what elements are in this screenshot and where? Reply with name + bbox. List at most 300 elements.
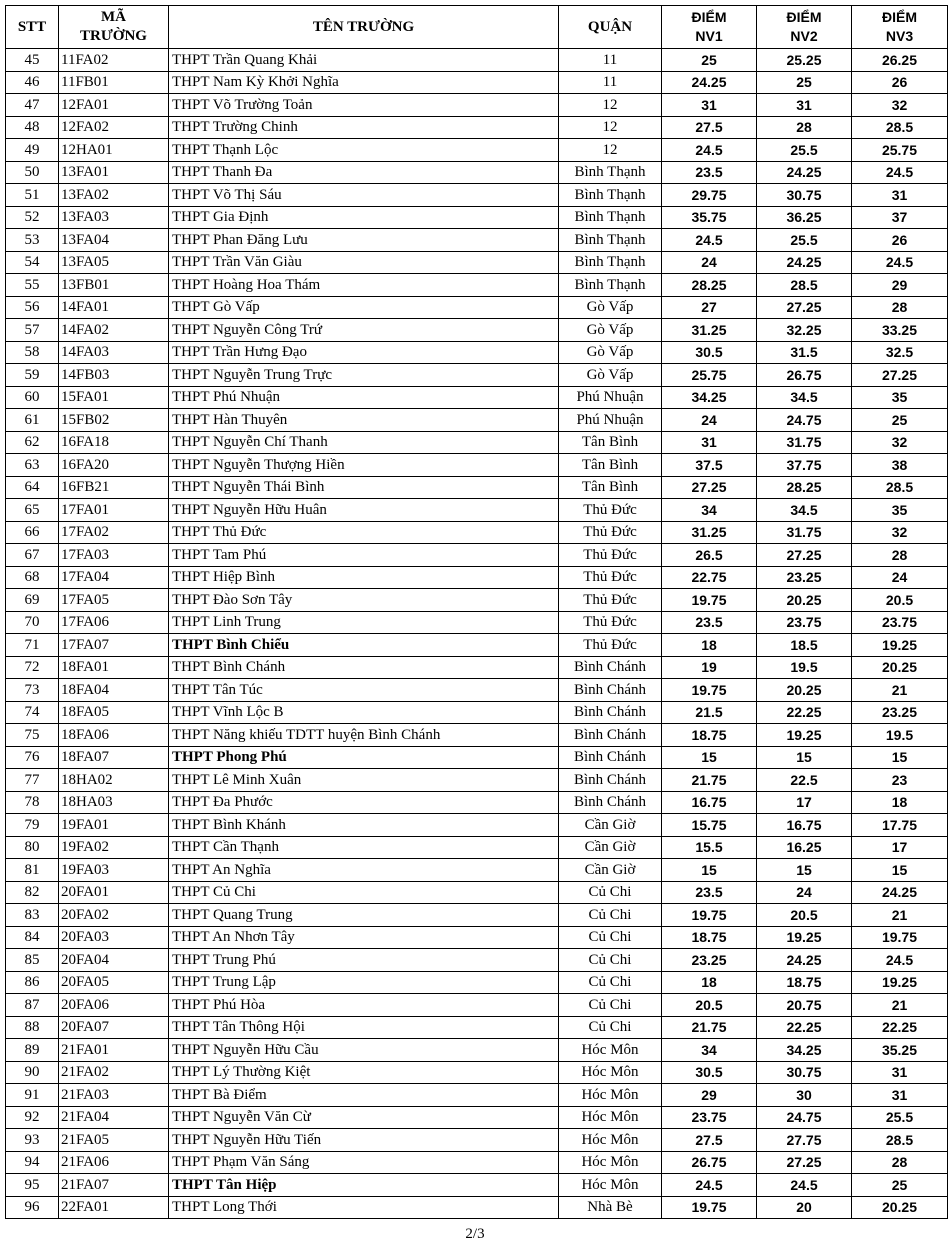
table-row [6,881,948,904]
cell-diem-nv2: 24.25 [757,251,852,274]
cell-diem-nv3: 28 [852,1151,948,1174]
cell-ma-truong: 13FA03 [59,206,169,229]
table-row [6,566,948,589]
cell-stt: 61 [6,409,59,432]
cell-diem-nv2: 24.75 [757,409,852,432]
cell-stt: 63 [6,454,59,477]
cell-ma-truong: 21FA06 [59,1151,169,1174]
cell-diem-nv2: 22.25 [757,1016,852,1039]
cell-diem-nv2: 28 [757,116,852,139]
cell-ma-truong: 18FA06 [59,724,169,747]
cell-diem-nv1: 19 [662,656,757,679]
table-body [6,49,948,1219]
table-row [6,1039,948,1062]
cell-ma-truong: 18FA07 [59,746,169,769]
cell-diem-nv1: 31.25 [662,319,757,342]
cell-ma-truong: 14FB03 [59,364,169,387]
cell-diem-nv1: 28.25 [662,274,757,297]
cell-diem-nv3: 27.25 [852,364,948,387]
cell-stt: 50 [6,161,59,184]
cell-stt: 46 [6,71,59,94]
cell-diem-nv1: 34 [662,1039,757,1062]
cell-diem-nv3: 31 [852,1084,948,1107]
cell-ten-truong: THPT Nguyễn Thái Bình [169,476,559,499]
cell-diem-nv1: 25 [662,49,757,72]
cell-diem-nv1: 19.75 [662,904,757,927]
cell-stt: 57 [6,319,59,342]
cell-diem-nv3: 15 [852,746,948,769]
cell-ma-truong: 20FA06 [59,994,169,1017]
table-header [6,6,948,49]
cell-stt: 88 [6,1016,59,1039]
cell-diem-nv2: 25.5 [757,139,852,162]
cell-stt: 71 [6,634,59,657]
table-row [6,71,948,94]
cell-diem-nv3: 25 [852,409,948,432]
cell-stt: 49 [6,139,59,162]
cell-diem-nv2: 20.25 [757,679,852,702]
cell-diem-nv3: 32 [852,521,948,544]
table-row [6,206,948,229]
cell-stt: 59 [6,364,59,387]
cell-diem-nv3: 20.25 [852,1196,948,1219]
cell-diem-nv3: 21 [852,904,948,927]
cell-diem-nv2: 24.25 [757,161,852,184]
cell-diem-nv2: 34.25 [757,1039,852,1062]
cell-diem-nv3: 35 [852,386,948,409]
cell-quan: Bình Thạnh [559,184,662,207]
cell-quan: Bình Chánh [559,724,662,747]
cell-diem-nv3: 24.5 [852,161,948,184]
cell-diem-nv1: 16.75 [662,791,757,814]
cell-diem-nv2: 18.75 [757,971,852,994]
cell-diem-nv2: 27.25 [757,1151,852,1174]
table-row [6,724,948,747]
cell-diem-nv1: 24.5 [662,1174,757,1197]
cell-ma-truong: 11FB01 [59,71,169,94]
cell-quan: Hóc Môn [559,1151,662,1174]
header-diem-nv2: ĐIỂM NV2 [757,6,852,49]
cell-diem-nv1: 18 [662,971,757,994]
cell-ma-truong: 18HA03 [59,791,169,814]
cell-stt: 85 [6,949,59,972]
cell-diem-nv1: 29 [662,1084,757,1107]
cell-ten-truong: THPT Trung Lập [169,971,559,994]
cell-diem-nv2: 30.75 [757,184,852,207]
cell-stt: 58 [6,341,59,364]
cell-quan: Bình Chánh [559,656,662,679]
cell-ma-truong: 20FA04 [59,949,169,972]
cell-stt: 54 [6,251,59,274]
cell-diem-nv3: 20.25 [852,656,948,679]
cell-ten-truong: THPT Nam Kỳ Khởi Nghĩa [169,71,559,94]
header-stt: STT [6,6,59,49]
cell-ma-truong: 12FA02 [59,116,169,139]
cell-quan: 12 [559,94,662,117]
cell-diem-nv1: 31 [662,94,757,117]
cell-ten-truong: THPT Hàn Thuyên [169,409,559,432]
cell-ten-truong: THPT Nguyễn Trung Trực [169,364,559,387]
cell-diem-nv2: 37.75 [757,454,852,477]
cell-diem-nv2: 20.25 [757,589,852,612]
table-row [6,409,948,432]
cell-stt: 77 [6,769,59,792]
cell-stt: 96 [6,1196,59,1219]
cell-diem-nv3: 24.5 [852,949,948,972]
cell-stt: 86 [6,971,59,994]
cell-ma-truong: 20FA07 [59,1016,169,1039]
cell-ma-truong: 16FA20 [59,454,169,477]
cell-quan: Bình Thạnh [559,229,662,252]
table-row [6,229,948,252]
cell-ma-truong: 13FA05 [59,251,169,274]
cell-stt: 94 [6,1151,59,1174]
table-row [6,994,948,1017]
cell-ma-truong: 21FA02 [59,1061,169,1084]
cell-ten-truong: THPT Trần Hưng Đạo [169,341,559,364]
cell-diem-nv1: 15 [662,859,757,882]
cell-diem-nv3: 23.75 [852,611,948,634]
cell-diem-nv3: 38 [852,454,948,477]
cell-ma-truong: 13FA02 [59,184,169,207]
cell-diem-nv2: 27.25 [757,296,852,319]
cell-diem-nv1: 34.25 [662,386,757,409]
cell-ten-truong: THPT Phú Hòa [169,994,559,1017]
cell-quan: Thủ Đức [559,521,662,544]
cell-quan: Tân Bình [559,454,662,477]
cell-ma-truong: 14FA02 [59,319,169,342]
cell-diem-nv2: 31.75 [757,431,852,454]
cell-stt: 90 [6,1061,59,1084]
table-row [6,476,948,499]
cell-quan: Tân Bình [559,431,662,454]
cell-diem-nv3: 26 [852,229,948,252]
cell-ma-truong: 17FA02 [59,521,169,544]
cell-ma-truong: 11FA02 [59,49,169,72]
cell-ten-truong: THPT Vĩnh Lộc B [169,701,559,724]
cell-diem-nv3: 20.5 [852,589,948,612]
cell-diem-nv1: 27.5 [662,1129,757,1152]
cell-quan: Củ Chi [559,904,662,927]
table-row [6,319,948,342]
cell-diem-nv3: 28 [852,544,948,567]
cell-stt: 52 [6,206,59,229]
cell-quan: Nhà Bè [559,1196,662,1219]
cell-quan: Thủ Đức [559,589,662,612]
header-diem-nv1: ĐIỂM NV1 [662,6,757,49]
cell-ma-truong: 18HA02 [59,769,169,792]
cell-stt: 64 [6,476,59,499]
cell-ma-truong: 21FA04 [59,1106,169,1129]
cell-ten-truong: THPT Phong Phú [169,746,559,769]
cell-diem-nv3: 37 [852,206,948,229]
cell-stt: 89 [6,1039,59,1062]
cell-diem-nv2: 22.25 [757,701,852,724]
cell-quan: Bình Thạnh [559,251,662,274]
cell-diem-nv3: 25.5 [852,1106,948,1129]
cell-ten-truong: THPT An Nghĩa [169,859,559,882]
cell-diem-nv3: 25.75 [852,139,948,162]
cell-diem-nv1: 31.25 [662,521,757,544]
cell-ten-truong: THPT Nguyễn Hữu Tiến [169,1129,559,1152]
table-row [6,139,948,162]
cell-stt: 60 [6,386,59,409]
table-row [6,454,948,477]
cell-diem-nv1: 19.75 [662,679,757,702]
cell-diem-nv2: 25 [757,71,852,94]
cell-diem-nv1: 15.75 [662,814,757,837]
cell-diem-nv2: 25.25 [757,49,852,72]
cell-diem-nv3: 23 [852,769,948,792]
cell-diem-nv3: 19.75 [852,926,948,949]
cell-quan: Bình Chánh [559,769,662,792]
cell-diem-nv1: 23.5 [662,611,757,634]
cell-ma-truong: 19FA01 [59,814,169,837]
cell-diem-nv3: 17 [852,836,948,859]
cell-ten-truong: THPT Cần Thạnh [169,836,559,859]
cell-ma-truong: 20FA05 [59,971,169,994]
cell-ten-truong: THPT Nguyễn Thượng Hiền [169,454,559,477]
table-row [6,1129,948,1152]
table-row [6,701,948,724]
table-row [6,521,948,544]
cell-ten-truong: THPT Lê Minh Xuân [169,769,559,792]
cell-quan: Bình Chánh [559,791,662,814]
cell-diem-nv2: 24.75 [757,1106,852,1129]
cell-stt: 69 [6,589,59,612]
cell-diem-nv2: 20.5 [757,904,852,927]
table-row [6,544,948,567]
cell-diem-nv2: 24.25 [757,949,852,972]
cell-diem-nv3: 25 [852,1174,948,1197]
cell-stt: 66 [6,521,59,544]
cell-diem-nv2: 22.5 [757,769,852,792]
cell-diem-nv1: 24 [662,409,757,432]
cell-ten-truong: THPT Bình Khánh [169,814,559,837]
cell-ma-truong: 17FA03 [59,544,169,567]
cell-ma-truong: 12FA01 [59,94,169,117]
cell-diem-nv1: 20.5 [662,994,757,1017]
table-row [6,769,948,792]
cell-stt: 95 [6,1174,59,1197]
cell-ma-truong: 17FA07 [59,634,169,657]
cell-diem-nv2: 16.25 [757,836,852,859]
table-row [6,859,948,882]
table-row [6,499,948,522]
cell-stt: 81 [6,859,59,882]
cell-quan: Thủ Đức [559,566,662,589]
cell-diem-nv3: 19.5 [852,724,948,747]
cell-diem-nv1: 18.75 [662,724,757,747]
cell-ten-truong: THPT Thủ Đức [169,521,559,544]
cell-stt: 73 [6,679,59,702]
cell-ten-truong: THPT Hiệp Bình [169,566,559,589]
cell-ma-truong: 13FA01 [59,161,169,184]
cell-diem-nv2: 26.75 [757,364,852,387]
cell-diem-nv3: 35.25 [852,1039,948,1062]
cell-diem-nv3: 19.25 [852,634,948,657]
cell-ma-truong: 18FA01 [59,656,169,679]
cell-quan: Gò Vấp [559,296,662,319]
cell-diem-nv3: 22.25 [852,1016,948,1039]
cell-diem-nv3: 21 [852,679,948,702]
cell-diem-nv2: 34.5 [757,386,852,409]
cell-stt: 67 [6,544,59,567]
table-row [6,431,948,454]
cell-quan: Cần Giờ [559,814,662,837]
cell-ten-truong: THPT Phú Nhuận [169,386,559,409]
cell-diem-nv1: 35.75 [662,206,757,229]
cell-ten-truong: THPT Võ Trường Toản [169,94,559,117]
table-row [6,634,948,657]
cell-stt: 51 [6,184,59,207]
cell-quan: Phú Nhuận [559,386,662,409]
cell-ma-truong: 22FA01 [59,1196,169,1219]
cell-stt: 79 [6,814,59,837]
cell-diem-nv2: 24 [757,881,852,904]
table-row [6,296,948,319]
cell-ten-truong: THPT Tam Phú [169,544,559,567]
table-row [6,926,948,949]
cell-ten-truong: THPT Nguyễn Chí Thanh [169,431,559,454]
cell-ten-truong: THPT Củ Chi [169,881,559,904]
table-row [6,656,948,679]
cell-ma-truong: 18FA05 [59,701,169,724]
cell-ma-truong: 20FA01 [59,881,169,904]
cell-stt: 78 [6,791,59,814]
cell-quan: Bình Thạnh [559,274,662,297]
cell-diem-nv1: 24.25 [662,71,757,94]
cell-ten-truong: THPT Thanh Đa [169,161,559,184]
cell-diem-nv1: 27.25 [662,476,757,499]
cell-ma-truong: 16FB21 [59,476,169,499]
header-ten-truong: TÊN TRƯỜNG [169,6,559,49]
cell-stt: 93 [6,1129,59,1152]
cell-stt: 82 [6,881,59,904]
cell-ma-truong: 15FA01 [59,386,169,409]
cell-diem-nv1: 29.75 [662,184,757,207]
cell-stt: 62 [6,431,59,454]
cell-quan: Cần Giờ [559,836,662,859]
cell-ten-truong: THPT Năng khiếu TDTT huyện Bình Chánh [169,724,559,747]
cell-quan: Thủ Đức [559,611,662,634]
cell-ma-truong: 21FA05 [59,1129,169,1152]
cell-ma-truong: 21FA07 [59,1174,169,1197]
table-row [6,1196,948,1219]
cell-diem-nv1: 30.5 [662,341,757,364]
cell-ten-truong: THPT Bà Điểm [169,1084,559,1107]
cell-diem-nv3: 23.25 [852,701,948,724]
table-row [6,364,948,387]
cell-ma-truong: 19FA03 [59,859,169,882]
cell-diem-nv2: 25.5 [757,229,852,252]
table-row [6,904,948,927]
cell-ten-truong: THPT Đa Phước [169,791,559,814]
cell-quan: Củ Chi [559,971,662,994]
cell-diem-nv1: 34 [662,499,757,522]
cell-ten-truong: THPT Long Thới [169,1196,559,1219]
cell-stt: 55 [6,274,59,297]
cell-diem-nv1: 24.5 [662,229,757,252]
cell-quan: Bình Chánh [559,679,662,702]
cell-diem-nv1: 21.75 [662,1016,757,1039]
table-row [6,589,948,612]
cell-diem-nv1: 18 [662,634,757,657]
table-row [6,94,948,117]
cell-ten-truong: THPT Gia Định [169,206,559,229]
cell-ten-truong: THPT Đào Sơn Tây [169,589,559,612]
cell-stt: 75 [6,724,59,747]
cell-quan: Thủ Đức [559,544,662,567]
cell-stt: 47 [6,94,59,117]
cell-diem-nv3: 15 [852,859,948,882]
cell-stt: 83 [6,904,59,927]
cell-diem-nv2: 27.75 [757,1129,852,1152]
table-row [6,1016,948,1039]
cell-diem-nv3: 24.25 [852,881,948,904]
cell-stt: 74 [6,701,59,724]
cell-stt: 65 [6,499,59,522]
page-number: 2/3 [465,1226,485,1242]
cell-diem-nv2: 36.25 [757,206,852,229]
cell-ma-truong: 21FA01 [59,1039,169,1062]
cell-diem-nv3: 18 [852,791,948,814]
cell-ten-truong: THPT Gò Vấp [169,296,559,319]
cell-ma-truong: 13FB01 [59,274,169,297]
table-row [6,791,948,814]
cell-diem-nv2: 18.5 [757,634,852,657]
cell-quan: 12 [559,116,662,139]
cell-quan: Thủ Đức [559,634,662,657]
table-row [6,116,948,139]
cell-diem-nv1: 23.75 [662,1106,757,1129]
cell-diem-nv1: 26.5 [662,544,757,567]
cell-quan: Hóc Môn [559,1106,662,1129]
cell-quan: Củ Chi [559,1016,662,1039]
cell-diem-nv1: 21.5 [662,701,757,724]
cell-diem-nv3: 32.5 [852,341,948,364]
cell-quan: Hóc Môn [559,1174,662,1197]
cell-diem-nv3: 31 [852,1061,948,1084]
cell-diem-nv1: 24.5 [662,139,757,162]
cell-diem-nv3: 32 [852,94,948,117]
cell-ma-truong: 20FA02 [59,904,169,927]
cell-quan: Bình Chánh [559,701,662,724]
table-row [6,1061,948,1084]
cell-quan: Hóc Môn [559,1061,662,1084]
cell-quan: 11 [559,49,662,72]
table-row [6,341,948,364]
cell-diem-nv2: 30 [757,1084,852,1107]
cell-diem-nv2: 23.25 [757,566,852,589]
cell-ten-truong: THPT Tân Túc [169,679,559,702]
cell-diem-nv3: 21 [852,994,948,1017]
cell-quan: Củ Chi [559,949,662,972]
cell-stt: 45 [6,49,59,72]
cell-quan: Củ Chi [559,881,662,904]
cell-ma-truong: 12HA01 [59,139,169,162]
cell-quan: Hóc Môn [559,1129,662,1152]
cell-diem-nv1: 15 [662,746,757,769]
cell-quan: Tân Bình [559,476,662,499]
cell-ten-truong: THPT Tân Hiệp [169,1174,559,1197]
cell-diem-nv2: 19.5 [757,656,852,679]
table-row [6,386,948,409]
cell-ma-truong: 17FA01 [59,499,169,522]
cell-quan: Bình Chánh [559,746,662,769]
cell-ten-truong: THPT Nguyễn Công Trứ [169,319,559,342]
cell-diem-nv3: 28 [852,296,948,319]
